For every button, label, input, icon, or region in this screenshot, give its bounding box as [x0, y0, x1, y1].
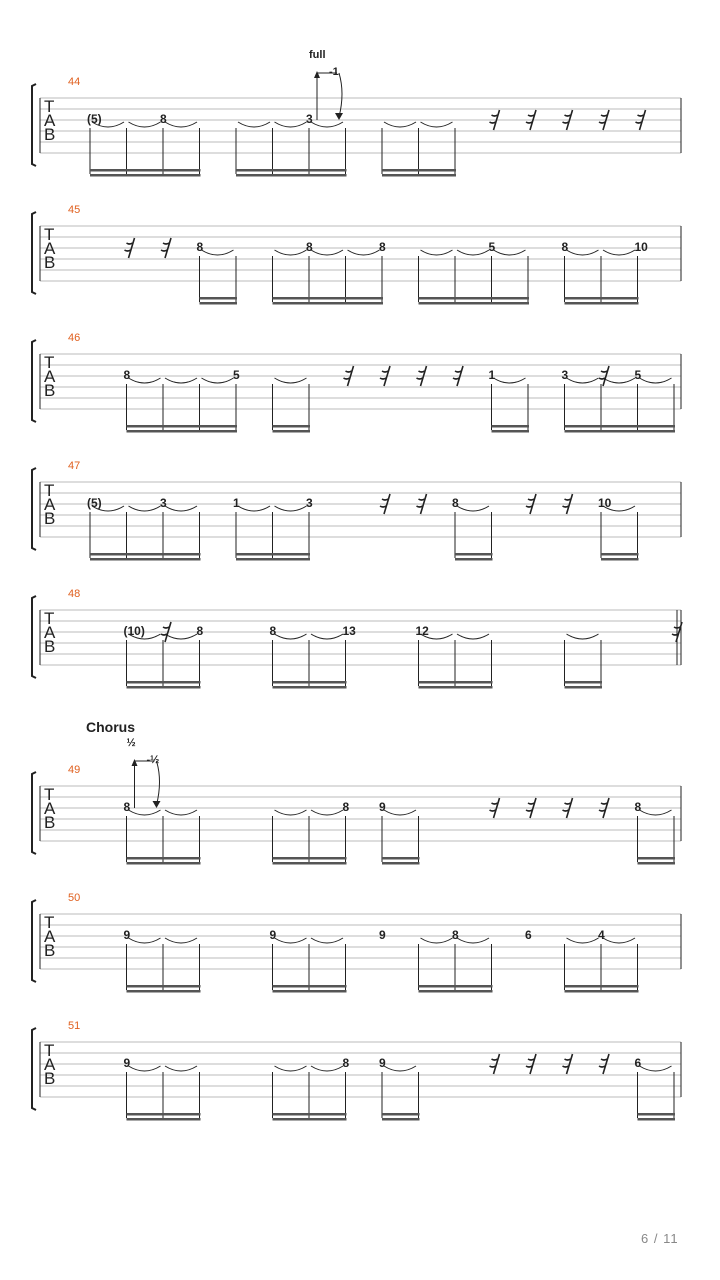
fret-number: 3 — [306, 496, 313, 510]
beam — [565, 430, 676, 433]
tie-arc — [202, 378, 234, 383]
tie-arc — [129, 1066, 161, 1071]
fret-number: 8 — [196, 240, 204, 254]
fret-number: 8 — [196, 624, 204, 638]
release-arrowhead — [335, 113, 343, 120]
beam — [419, 985, 493, 988]
beam — [200, 302, 238, 305]
tie-arc — [275, 506, 307, 511]
release-arrowhead — [153, 801, 161, 808]
section-label: Chorus — [86, 719, 135, 735]
tie-arc — [275, 938, 307, 943]
fret-number: 8 — [269, 624, 277, 638]
beam — [382, 174, 456, 177]
system-bracket — [32, 772, 36, 854]
fret-number: 8 — [452, 496, 459, 510]
tab-letter-t: T — [44, 97, 55, 116]
beam — [419, 681, 493, 684]
bend-arrowhead — [132, 759, 138, 766]
tab-letter-a: A — [44, 927, 56, 946]
beam — [273, 681, 347, 684]
tie-arc — [603, 938, 635, 943]
tie-arc — [165, 810, 197, 815]
beam — [492, 430, 530, 433]
beam — [273, 686, 347, 689]
beam — [127, 425, 238, 428]
release-label: -½ — [146, 754, 160, 766]
measure-number: 45 — [68, 204, 81, 216]
beam — [90, 553, 201, 556]
beam — [638, 857, 676, 860]
beam — [236, 558, 310, 561]
tie-arc — [129, 506, 161, 511]
system-bracket — [32, 84, 36, 166]
beam — [90, 169, 201, 172]
tie-arc — [384, 810, 416, 815]
fret-number: 12 — [415, 624, 429, 638]
system-bracket — [32, 340, 36, 422]
beam — [565, 425, 676, 428]
release-arrow — [339, 73, 342, 117]
tie-arc — [311, 634, 343, 639]
tab-letter-a: A — [44, 623, 56, 642]
tie-arc — [129, 122, 161, 127]
beam — [638, 1118, 676, 1121]
measure-number: 48 — [68, 588, 81, 600]
fret-number: 9 — [123, 1056, 131, 1070]
beam — [455, 553, 493, 556]
tie-arc — [129, 378, 161, 383]
tab-system — [32, 588, 682, 689]
measure-number: 51 — [68, 1020, 81, 1032]
fret-number: 10 — [598, 496, 612, 510]
tab-letter-a: A — [44, 495, 56, 514]
beam — [236, 174, 347, 177]
system-bracket — [32, 900, 36, 982]
beam — [382, 857, 420, 860]
beam — [273, 1113, 347, 1116]
tab-letter-t: T — [44, 785, 55, 804]
tie-arc — [238, 122, 270, 127]
tie-arc — [311, 1066, 343, 1071]
system-bracket — [32, 468, 36, 550]
tie-arc — [311, 122, 343, 127]
tie-arc — [567, 378, 599, 383]
beam — [638, 862, 676, 865]
tie-arc — [640, 378, 672, 383]
fret-number: (5) — [87, 112, 102, 126]
measure-number: 49 — [68, 764, 81, 776]
tie-arc — [603, 250, 635, 255]
tie-arc — [165, 938, 197, 943]
beam — [127, 1113, 201, 1116]
fret-number: 8 — [452, 928, 459, 942]
fret-number: 5 — [233, 368, 240, 382]
page-indicator: 6 / 11 — [641, 1231, 679, 1246]
beam — [382, 1118, 420, 1121]
fret-number: 9 — [379, 1056, 386, 1070]
bend-arrowhead — [314, 71, 320, 78]
tab-letter-a: A — [44, 239, 56, 258]
beam — [273, 990, 347, 993]
tab-letter-a: A — [44, 111, 56, 130]
tab-letter-t: T — [44, 353, 55, 372]
beam — [565, 990, 639, 993]
beam — [419, 990, 493, 993]
beam — [90, 174, 201, 177]
tab-system — [32, 460, 681, 561]
beam — [127, 990, 201, 993]
bend-label: ½ — [126, 737, 136, 749]
release-arrow — [157, 761, 160, 805]
tie-arc — [129, 810, 161, 815]
tie-arc — [457, 506, 489, 511]
tie-arc — [311, 938, 343, 943]
beam — [236, 169, 347, 172]
fret-number: 8 — [379, 240, 386, 254]
tab-letter-t: T — [44, 225, 55, 244]
fret-number: 5 — [488, 240, 496, 254]
fret-number: 8 — [123, 800, 131, 814]
tie-arc — [384, 1066, 416, 1071]
bend-label: full — [309, 49, 326, 61]
fret-number: 1 — [488, 368, 496, 382]
tie-arc — [494, 378, 526, 383]
fret-number: 9 — [269, 928, 277, 942]
beam — [601, 558, 639, 561]
tie-arc — [457, 250, 489, 255]
beam — [565, 297, 639, 300]
beam — [127, 686, 201, 689]
tab-letter-b: B — [44, 1069, 56, 1088]
tie-arc — [275, 810, 307, 815]
fret-number: (10) — [123, 624, 145, 638]
beam — [382, 169, 456, 172]
beam — [273, 297, 384, 300]
tie-arc — [275, 122, 307, 127]
tie-arc — [238, 506, 270, 511]
tie-arc — [494, 250, 526, 255]
beam — [601, 553, 639, 556]
tie-arc — [421, 938, 453, 943]
beam — [90, 558, 201, 561]
beam — [273, 302, 384, 305]
beam — [273, 862, 347, 865]
beam — [273, 857, 347, 860]
beam — [200, 297, 238, 300]
fret-number: 8 — [123, 368, 131, 382]
fret-number: 8 — [306, 240, 313, 254]
fret-number: 6 — [525, 928, 532, 942]
tie-arc — [275, 634, 307, 639]
fret-number: 8 — [634, 800, 642, 814]
tie-arc — [165, 378, 197, 383]
system-bracket — [32, 212, 36, 294]
fret-number: 3 — [160, 496, 167, 510]
beam — [565, 681, 603, 684]
fret-number: 8 — [561, 240, 569, 254]
tab-system — [32, 332, 681, 433]
beam — [273, 985, 347, 988]
beam — [127, 681, 201, 684]
tab-letter-t: T — [44, 481, 55, 500]
tie-arc — [348, 250, 380, 255]
beam — [419, 297, 530, 300]
beam — [127, 985, 201, 988]
tab-letter-b: B — [44, 509, 56, 528]
fret-number: 10 — [634, 240, 648, 254]
fret-number: 8 — [342, 800, 350, 814]
measure-number: 44 — [68, 76, 81, 88]
release-label: -1 — [329, 66, 339, 78]
tie-arc — [311, 250, 343, 255]
fret-number: 4 — [598, 928, 605, 942]
tab-letter-b: B — [44, 941, 56, 960]
beam — [382, 862, 420, 865]
fret-number: 1 — [233, 496, 240, 510]
tie-arc — [275, 378, 307, 383]
fret-number: 6 — [634, 1056, 642, 1070]
fret-number: 8 — [342, 1056, 350, 1070]
tie-arc — [202, 250, 234, 255]
tie-arc — [640, 1066, 672, 1071]
beam — [382, 1113, 420, 1116]
measure-number: 50 — [68, 892, 81, 904]
measure-number: 46 — [68, 332, 81, 344]
tie-arc — [567, 634, 599, 639]
beam — [236, 553, 310, 556]
tie-arc — [457, 938, 489, 943]
tab-system — [32, 49, 681, 177]
beam — [127, 857, 201, 860]
beam — [565, 985, 639, 988]
bend-arrow — [135, 761, 155, 808]
tab-letter-b: B — [44, 637, 56, 656]
tie-arc — [275, 1066, 307, 1071]
beam — [273, 1118, 347, 1121]
beam — [127, 430, 238, 433]
tab-system — [32, 737, 681, 865]
tie-arc — [567, 250, 599, 255]
tie-arc — [165, 634, 197, 639]
beam — [492, 425, 530, 428]
tab-system — [32, 1020, 681, 1121]
beam — [565, 686, 603, 689]
tie-arc — [275, 250, 307, 255]
fret-number: 9 — [379, 928, 386, 942]
tie-arc — [421, 122, 453, 127]
fret-number: 13 — [342, 624, 356, 638]
tab-letter-a: A — [44, 799, 56, 818]
tab-system — [32, 892, 681, 993]
tie-arc — [165, 122, 197, 127]
beam — [273, 430, 311, 433]
beam — [127, 1118, 201, 1121]
tab-letter-b: B — [44, 253, 56, 272]
tab-letter-a: A — [44, 1055, 56, 1074]
beam — [273, 425, 311, 428]
fret-number: 3 — [306, 112, 313, 126]
tab-letter-a: A — [44, 367, 56, 386]
tie-arc — [567, 938, 599, 943]
tie-arc — [384, 122, 416, 127]
tab-letter-t: T — [44, 913, 55, 932]
tie-arc — [640, 810, 672, 815]
fret-number: 9 — [123, 928, 131, 942]
bend-arrow — [317, 73, 337, 120]
measure-number: 47 — [68, 460, 81, 472]
beam — [419, 686, 493, 689]
tie-arc — [165, 1066, 197, 1071]
fret-number: 9 — [379, 800, 386, 814]
tab-letter-b: B — [44, 381, 56, 400]
tie-arc — [165, 506, 197, 511]
tab-letter-t: T — [44, 609, 55, 628]
tab-letter-t: T — [44, 1041, 55, 1060]
tab-system — [32, 204, 681, 305]
system-bracket — [32, 596, 36, 678]
fret-number: 8 — [160, 112, 167, 126]
tie-arc — [457, 634, 489, 639]
tie-arc — [129, 938, 161, 943]
beam — [638, 1113, 676, 1116]
beam — [127, 862, 201, 865]
fret-number: 3 — [561, 368, 569, 382]
tab-letter-b: B — [44, 813, 56, 832]
tie-arc — [603, 378, 635, 383]
beam — [419, 302, 530, 305]
beam — [455, 558, 493, 561]
tie-arc — [311, 810, 343, 815]
beam — [565, 302, 639, 305]
fret-number: (5) — [87, 496, 102, 510]
tab-letter-b: B — [44, 125, 56, 144]
tie-arc — [421, 250, 453, 255]
fret-number: 5 — [634, 368, 642, 382]
system-bracket — [32, 1028, 36, 1110]
